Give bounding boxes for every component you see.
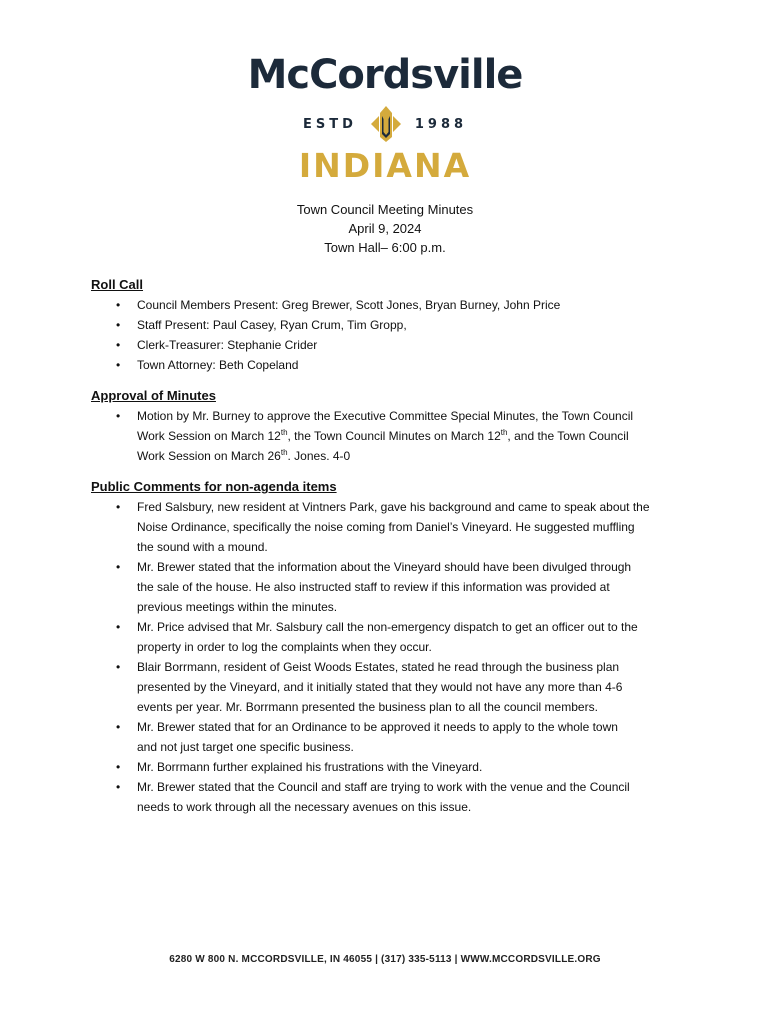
list-item: • Town Attorney: Beth Copeland	[91, 355, 681, 375]
meeting-date: April 9, 2024	[348, 221, 422, 236]
bullet-icon: •	[116, 620, 121, 634]
list-item: • Mr. Price advised that Mr. Salsbury call the non-emergency dispatch to get an officer out to the property in order to log the complaints when they occur.	[91, 617, 681, 657]
bullet-icon: •	[116, 560, 121, 574]
list-item: • Blair Borrmann, resident of Geist Woods Estates, stated he read through the business plan presented by the Vineyard, and it initially stated that they would not have any more than 4-6 events per year. Mr. Borrmann presented the business plan to all the council members.	[91, 657, 681, 717]
list-item: • Clerk-Treasurer: Stephanie Crider	[91, 335, 681, 355]
approval-section	[91, 387, 681, 466]
bullet-icon: •	[116, 660, 121, 674]
list-item: • Motion by Mr. Burney to approve the Executive Committee Special Minutes, the Town Council Work Session on March 12th, the Town Council Minutes on March 12th, and the Town Council Work Session on March 26th. Jones. 4-0	[91, 406, 681, 466]
minutes-body	[91, 276, 681, 829]
meeting-title: Town Council Meeting Minutes	[296, 202, 474, 217]
list-item: • Mr. Brewer stated that the Council and staff are trying to work with the venue and the Council needs to work through all the necessary avenues on this issue.	[91, 777, 681, 817]
estd-year: 1988	[414, 116, 468, 132]
logo-state: INDIANA	[298, 146, 472, 185]
bullet-icon: •	[116, 500, 121, 514]
list-item: • Staff Present: Paul Casey, Ryan Crum, Tim Gropp,	[91, 315, 681, 335]
estd-label: ESTD	[302, 116, 357, 132]
m-emblem-icon	[367, 104, 405, 144]
list-item: • Mr. Brewer stated that the information about the Vineyard should have been divulged through the sale of the house. He also instructed staff to review if this information was provided at previous meetings within the minutes.	[91, 557, 681, 617]
estd-row	[0, 104, 770, 144]
bullet-icon: •	[116, 338, 121, 352]
meeting-location: Town Hall– 6:00 p.m.	[324, 240, 446, 255]
list-item: • Council Members Present: Greg Brewer, Scott Jones, Bryan Burney, John Price	[91, 295, 681, 315]
bullet-icon: •	[116, 760, 121, 774]
meeting-heading	[0, 200, 770, 257]
roll-call-title: Roll Call	[91, 277, 144, 292]
bullet-icon: •	[116, 358, 121, 372]
bullet-icon: •	[116, 298, 121, 312]
roll-call-section	[91, 276, 681, 375]
public-comments-section	[91, 478, 681, 817]
bullet-icon: •	[116, 409, 121, 423]
logo-wordmark: McCordsville	[247, 52, 523, 98]
bullet-icon: •	[116, 780, 121, 794]
bullet-icon: •	[116, 720, 121, 734]
footer-contact: 6280 W 800 N. MCCORDSVILLE, IN 46055 | (317) 335-5113 | WWW.MCCORDSVILLE.ORG	[169, 954, 601, 965]
approval-title: Approval of Minutes	[91, 388, 216, 403]
list-item: • Mr. Borrmann further explained his frustrations with the Vineyard.	[91, 757, 681, 777]
list-item: • Mr. Brewer stated that for an Ordinance to be approved it needs to apply to the whole town and not just target one specific business.	[91, 717, 681, 757]
list-item: • Fred Salsbury, new resident at Vintners Park, gave his background and came to speak about the Noise Ordinance, specifically the noise coming from Daniel’s Vineyard. He suggested muffling the sound with a mound.	[91, 497, 681, 557]
bullet-icon: •	[116, 318, 121, 332]
public-comments-title: Public Comments for non-agenda items	[91, 479, 337, 494]
